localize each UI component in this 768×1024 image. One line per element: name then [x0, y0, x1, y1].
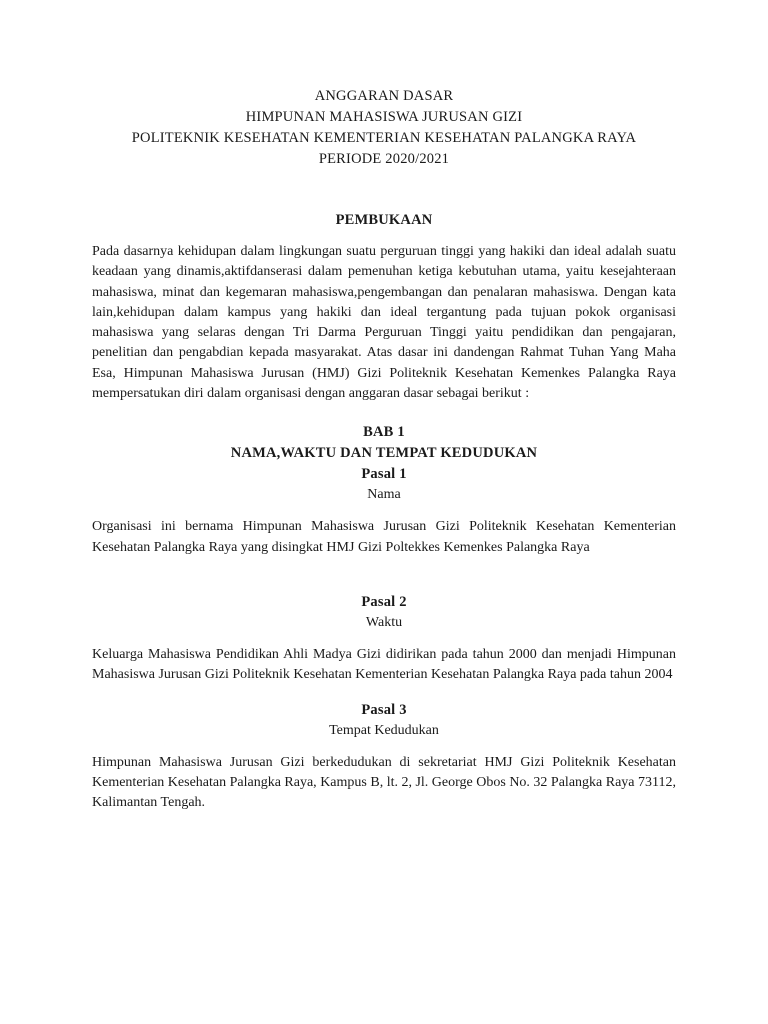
pasal-3-paragraph: Himpunan Mahasiswa Jurusan Gizi berkedudukan di sekretariat HMJ Gizi Politeknik Kesehatan Kementerian Kesehatan Palangka Raya, Kampus B, lt. 2, Jl. George Obos No. 32 Palangka Raya 73112, Kalimantan Tengah. — [92, 754, 676, 811]
bab-1-label: BAB 1 — [363, 424, 405, 441]
pasal-3-label: Pasal 3 — [361, 701, 407, 718]
title-line-4: PERIODE 2020/2021 — [318, 151, 450, 167]
pasal-2-label: Pasal 2 — [361, 593, 407, 610]
opening-heading: PEMBUKAAN — [335, 212, 433, 228]
document-title — [92, 86, 676, 170]
bab-1-title: NAMA,WAKTU DAN TEMPAT KEDUDUKAN — [230, 445, 538, 462]
pasal-3-subtitle: Tempat Kedudukan — [329, 722, 439, 738]
title-line-2: HIMPUNAN MAHASISWA JURUSAN GIZI — [245, 109, 523, 125]
title-line-1: ANGGARAN DASAR — [314, 88, 454, 104]
pasal-2-subtitle: Waktu — [365, 614, 403, 630]
title-line-3: POLITEKNIK KESEHATAN KEMENTERIAN KESEHATAN PALANGKA RAYA — [131, 130, 637, 146]
document-page — [92, 86, 676, 813]
pasal-1-subtitle: Nama — [367, 487, 401, 503]
pasal-1-paragraph: Organisasi ini bernama Himpunan Mahasiswa Jurusan Gizi Politeknik Kesehatan Kementerian Kesehatan Palangka Raya yang disingkat HMJ Gizi Poltekkes Kemenkes Palangka Raya — [92, 519, 676, 555]
pasal-1-label: Pasal 1 — [361, 466, 407, 483]
opening-paragraph: Pada dasarnya kehidupan dalam lingkungan suatu perguruan tinggi yang hakiki dan ideal adalah suatu keadaan yang dinamis,aktifdanserasi dalam pemenuhan ketiga kebutuhan utama, yaitu kesejahteraan mahasiswa, minat dan kegemaran mahasiswa,pengembangan dan penalaran mahasiswa. Dengan kata lain,kehidupan dalam kampus yang hakiki dan ideal tergantung pada tujuan pokok organisasi mahasiswa yang selaras dengan Tri Darma Perguruan Tinggi yaitu pendidikan dan pengajaran, penelitian dan pengabdian kepada masyarakat. Atas dasar ini dandengan Rahmat Tuhan Yang Maha Esa, Himpunan Mahasiswa Jurusan (HMJ) Gizi Politeknik Kesehatan Kemenkes Palangka Raya mempersatukan diri dalam organisasi dengan anggaran dasar sebagai berikut : — [92, 244, 676, 402]
pasal-2-paragraph: Keluarga Mahasiswa Pendidikan Ahli Madya Gizi didirikan pada tahun 2000 dan menjadi Himpunan Mahasiswa Jurusan Gizi Politeknik Kesehatan Kementerian Kesehatan Palangka Raya pada tahun 2004 — [92, 646, 676, 683]
